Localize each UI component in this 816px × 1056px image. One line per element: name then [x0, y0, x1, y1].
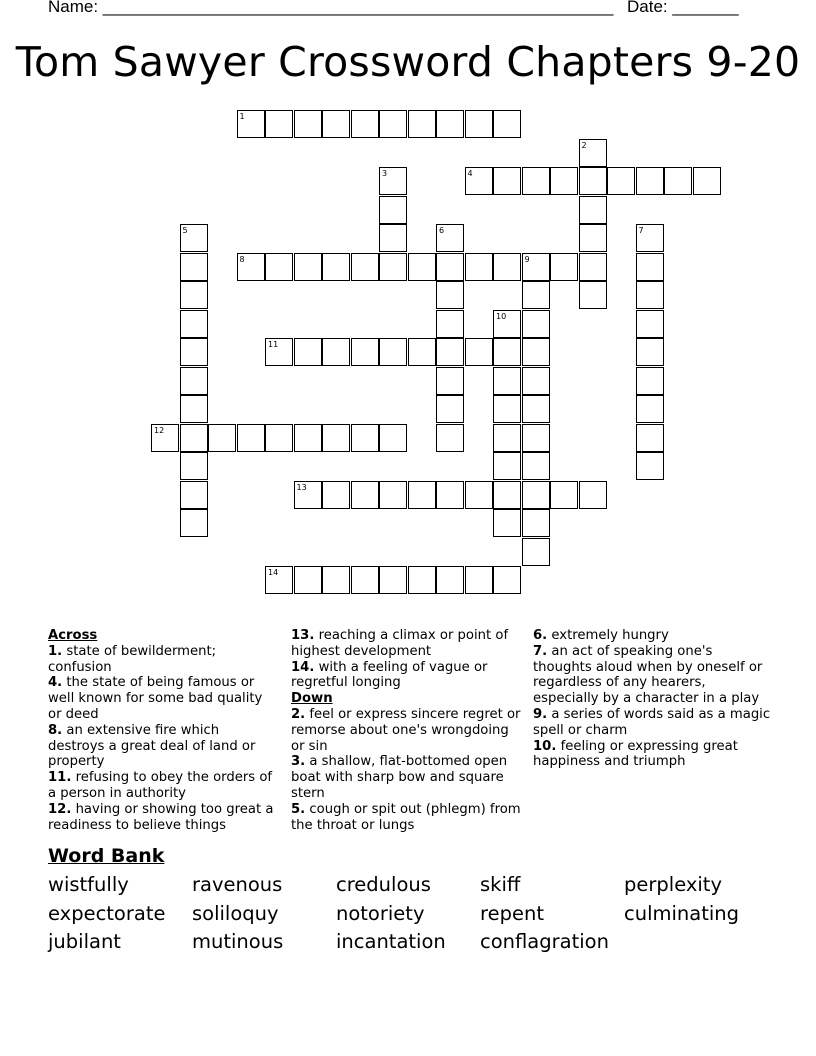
crossword-cell[interactable]: [351, 253, 379, 281]
clue-down-6: [533, 628, 773, 644]
crossword-cell[interactable]: [408, 253, 436, 281]
crossword-cell[interactable]: [436, 253, 464, 281]
crossword-cell[interactable]: [237, 424, 265, 452]
word-bank-word: repent: [480, 902, 544, 925]
clue-number: 10.: [533, 738, 557, 754]
crossword-cell[interactable]: [522, 424, 550, 452]
cell-number: 2: [581, 140, 587, 150]
crossword-cell[interactable]: [493, 253, 521, 281]
crossword-cell[interactable]: [636, 224, 664, 252]
word-bank-word: expectorate: [48, 902, 166, 925]
word-bank-word: skiff: [480, 873, 521, 896]
clue-text: refusing to obey the orders of a person in authority: [48, 770, 273, 801]
crossword-cell[interactable]: [493, 481, 521, 509]
crossword-cell[interactable]: [465, 110, 493, 138]
word-bank-word: soliloquy: [192, 902, 279, 925]
crossword-cell[interactable]: [436, 338, 464, 366]
cell-number: 1: [239, 112, 245, 121]
crossword-cell[interactable]: [294, 253, 322, 281]
crossword-cell[interactable]: [693, 167, 721, 195]
crossword-cell[interactable]: [351, 110, 379, 138]
crossword-cell[interactable]: [636, 167, 664, 195]
clue-text: reaching a climax or point of highest development: [291, 628, 509, 659]
cell-number: 7: [638, 226, 644, 235]
cell-number: 6: [439, 226, 445, 235]
clue-number: 2.: [291, 706, 306, 722]
clue-down-10: [533, 739, 773, 771]
crossword-cell[interactable]: [379, 110, 407, 138]
clue-down-2: [291, 707, 521, 754]
crossword-cell[interactable]: [636, 338, 664, 366]
clue-number: 12.: [48, 801, 72, 817]
crossword-cell[interactable]: [180, 395, 208, 423]
clue-across-1: [48, 644, 278, 676]
crossword-cell[interactable]: [522, 452, 550, 480]
crossword-cell[interactable]: [636, 281, 664, 309]
crossword-cell[interactable]: [522, 167, 550, 195]
crossword-cell[interactable]: [436, 424, 464, 452]
crossword-cell[interactable]: [493, 395, 521, 423]
crossword-cell[interactable]: [351, 424, 379, 452]
clue-number: 14.: [291, 659, 315, 675]
crossword-cell[interactable]: [379, 481, 407, 509]
crossword-cell[interactable]: [436, 367, 464, 395]
crossword-cell[interactable]: [579, 481, 607, 509]
crossword-cell[interactable]: [351, 481, 379, 509]
crossword-cell[interactable]: [550, 481, 578, 509]
crossword-cell[interactable]: [465, 481, 493, 509]
word-bank-word: wistfully: [48, 873, 129, 896]
clue-across-12: [48, 802, 278, 834]
clue-down-7: [533, 644, 773, 707]
crossword-cell[interactable]: [294, 566, 322, 594]
clue-number: 4.: [48, 675, 63, 691]
crossword-cell[interactable]: [579, 167, 607, 195]
cell-number: 11: [268, 340, 279, 349]
crossword-cell[interactable]: [522, 509, 550, 537]
clue-text: feeling or expressing great happiness and triumph: [533, 738, 738, 770]
crossword-cell[interactable]: [493, 310, 521, 338]
cell-number: 10: [496, 311, 507, 321]
crossword-cell[interactable]: [522, 253, 550, 281]
cell-number: 13: [296, 482, 307, 492]
crossword-cell[interactable]: [379, 196, 407, 224]
crossword-cell[interactable]: [636, 253, 664, 281]
clue-text: having or showing too great a readiness to believe things: [48, 801, 274, 833]
crossword-cell[interactable]: [408, 481, 436, 509]
crossword-cell[interactable]: [636, 367, 664, 395]
crossword-cell[interactable]: [294, 110, 322, 138]
word-bank-word: jubilant: [48, 930, 121, 953]
crossword-cell[interactable]: [636, 395, 664, 423]
crossword-cell[interactable]: [180, 424, 208, 452]
clue-text: a shallow, flat-bottomed open boat with sharp bow and square stern: [291, 754, 508, 801]
crossword-cell[interactable]: [294, 481, 322, 509]
clue-text: extremely hungry: [551, 628, 669, 643]
crossword-cell[interactable]: [351, 338, 379, 366]
crossword-cell[interactable]: [436, 566, 464, 594]
crossword-cell[interactable]: [636, 424, 664, 452]
crossword-cell[interactable]: [550, 253, 578, 281]
crossword-cell[interactable]: [379, 338, 407, 366]
crossword-cell[interactable]: [436, 281, 464, 309]
crossword-cell[interactable]: [493, 110, 521, 138]
crossword-cell[interactable]: [322, 566, 350, 594]
clue-across-13: [291, 628, 521, 660]
crossword-cell[interactable]: [465, 253, 493, 281]
cell-number: 3: [382, 169, 388, 178]
crossword-cell[interactable]: [408, 110, 436, 138]
clue-number: 9.: [533, 706, 548, 722]
crossword-cell[interactable]: [294, 338, 322, 366]
word-bank-word: conflagration: [480, 930, 609, 953]
clue-text: an act of speaking one's thoughts aloud when by oneself or regardless of any hearers, especially by a character in a play: [533, 643, 763, 707]
clues-column-3: [533, 628, 773, 770]
cell-number: 14: [268, 568, 279, 577]
crossword-cell[interactable]: [237, 253, 265, 281]
clue-text: state of bewilderment; confusion: [48, 643, 217, 675]
clue-number: 5.: [291, 801, 306, 817]
crossword-cell[interactable]: [322, 110, 350, 138]
crossword-cell[interactable]: [493, 424, 521, 452]
crossword-cell[interactable]: [180, 224, 208, 252]
crossword-cell[interactable]: [180, 253, 208, 281]
crossword-cell[interactable]: [180, 367, 208, 395]
crossword-cell[interactable]: [493, 338, 521, 366]
page-title: Tom Sawyer Crossword Chapters 9-20: [15, 38, 801, 86]
crossword-cell[interactable]: [208, 424, 236, 452]
crossword-cell[interactable]: [636, 452, 664, 480]
crossword-cell[interactable]: [322, 253, 350, 281]
word-bank-word: mutinous: [192, 930, 284, 953]
name-field-line[interactable]: Name: ______________________________________________________: [48, 0, 614, 16]
crossword-cell[interactable]: [180, 338, 208, 366]
crossword-cell[interactable]: [493, 167, 521, 195]
crossword-cell[interactable]: [351, 566, 379, 594]
crossword-cell[interactable]: [579, 281, 607, 309]
crossword-cell[interactable]: [493, 367, 521, 395]
crossword-cell[interactable]: [465, 566, 493, 594]
word-bank-word: ravenous: [192, 873, 283, 896]
crossword-cell[interactable]: [151, 424, 179, 452]
clue-text: an extensive fire which destroys a great deal of land or property: [48, 722, 256, 770]
word-bank-word: incantation: [336, 930, 446, 953]
crossword-cell[interactable]: [436, 481, 464, 509]
clue-text: with a feeling of vague or regretful longing: [291, 659, 488, 691]
crossword-cell[interactable]: [322, 424, 350, 452]
crossword-cell[interactable]: [436, 310, 464, 338]
crossword-cell[interactable]: [550, 167, 578, 195]
crossword-cell[interactable]: [180, 481, 208, 509]
clue-across-14: [291, 660, 521, 692]
crossword-cell[interactable]: [636, 310, 664, 338]
clue-text: feel or express sincere regret or remorse about one's wrongdoing or sin: [291, 706, 521, 754]
word-bank-word: culminating: [624, 902, 740, 925]
clues-column-2: [291, 628, 521, 833]
crossword-cell[interactable]: [522, 367, 550, 395]
crossword-cell[interactable]: [465, 338, 493, 366]
crossword-cell[interactable]: [237, 110, 265, 138]
crossword-cell[interactable]: [493, 566, 521, 594]
cell-number: 4: [467, 169, 473, 178]
clue-across-8: [48, 723, 278, 770]
clue-number: 1.: [48, 643, 63, 659]
crossword-cell[interactable]: [180, 509, 208, 537]
word-bank-word: credulous: [336, 873, 431, 896]
crossword-cell[interactable]: [265, 253, 293, 281]
clue-number: 11.: [48, 770, 72, 786]
date-field-line[interactable]: Date: _______: [627, 0, 739, 16]
crossword-cell[interactable]: [379, 424, 407, 452]
crossword-cell[interactable]: [579, 224, 607, 252]
crossword-cell[interactable]: [522, 281, 550, 309]
crossword-cell[interactable]: [579, 139, 607, 167]
crossword-cell[interactable]: [322, 338, 350, 366]
across-heading: Across: [48, 628, 98, 643]
crossword-cell[interactable]: [379, 167, 407, 195]
crossword-cell[interactable]: [522, 538, 550, 566]
crossword-cell[interactable]: [408, 338, 436, 366]
crossword-cell[interactable]: [493, 452, 521, 480]
crossword-cell[interactable]: [322, 481, 350, 509]
cell-number: 5: [182, 226, 188, 235]
clue-number: 8.: [48, 722, 63, 738]
clue-across-4: [48, 675, 278, 722]
crossword-cell[interactable]: [579, 196, 607, 224]
crossword-cell[interactable]: [408, 566, 436, 594]
crossword-cell[interactable]: [493, 509, 521, 537]
crossword-cell[interactable]: [522, 395, 550, 423]
down-heading: Down: [291, 691, 333, 707]
crossword-cell[interactable]: [522, 338, 550, 366]
crossword-cell[interactable]: [379, 253, 407, 281]
crossword-cell[interactable]: [265, 566, 293, 594]
clue-text: the state of being famous or well known for some bad quality or deed: [48, 675, 263, 722]
clue-number: 6.: [533, 628, 548, 643]
crossword-cell[interactable]: [379, 224, 407, 252]
clue-down-5: [291, 802, 521, 834]
crossword-cell[interactable]: [265, 338, 293, 366]
crossword-cell[interactable]: [579, 253, 607, 281]
clue-number: 13.: [291, 628, 315, 643]
cell-number: 12: [154, 425, 165, 435]
crossword-cell[interactable]: [664, 167, 692, 195]
crossword-cell[interactable]: [265, 424, 293, 452]
crossword-cell[interactable]: [180, 310, 208, 338]
clue-across-11: [48, 770, 278, 802]
clue-down-9: [533, 707, 773, 739]
clue-number: 7.: [533, 643, 548, 659]
crossword-cell[interactable]: [265, 110, 293, 138]
clue-text: a series of words said as a magic spell or charm: [533, 706, 771, 738]
crossword-cell[interactable]: [522, 310, 550, 338]
crossword-cell[interactable]: [180, 281, 208, 309]
word-bank-word: notoriety: [336, 902, 425, 925]
clues-column-1: [48, 628, 278, 833]
crossword-cell[interactable]: [436, 110, 464, 138]
crossword-cell[interactable]: [294, 424, 322, 452]
clue-text: cough or spit out (phlegm) from the throat or lungs: [291, 801, 521, 833]
clue-down-3: [291, 754, 521, 801]
clue-number: 3.: [291, 754, 306, 770]
crossword-cell[interactable]: [436, 224, 464, 252]
crossword-cell[interactable]: [465, 167, 493, 195]
cell-number: 9: [524, 254, 530, 264]
word-bank-title: Word Bank: [48, 845, 165, 867]
crossword-cell[interactable]: [607, 167, 635, 195]
crossword-cell[interactable]: [436, 395, 464, 423]
word-bank-word: perplexity: [624, 873, 722, 896]
crossword-cell[interactable]: [522, 481, 550, 509]
cell-number: 8: [239, 254, 245, 264]
crossword-cell[interactable]: [379, 566, 407, 594]
crossword-cell[interactable]: [180, 452, 208, 480]
